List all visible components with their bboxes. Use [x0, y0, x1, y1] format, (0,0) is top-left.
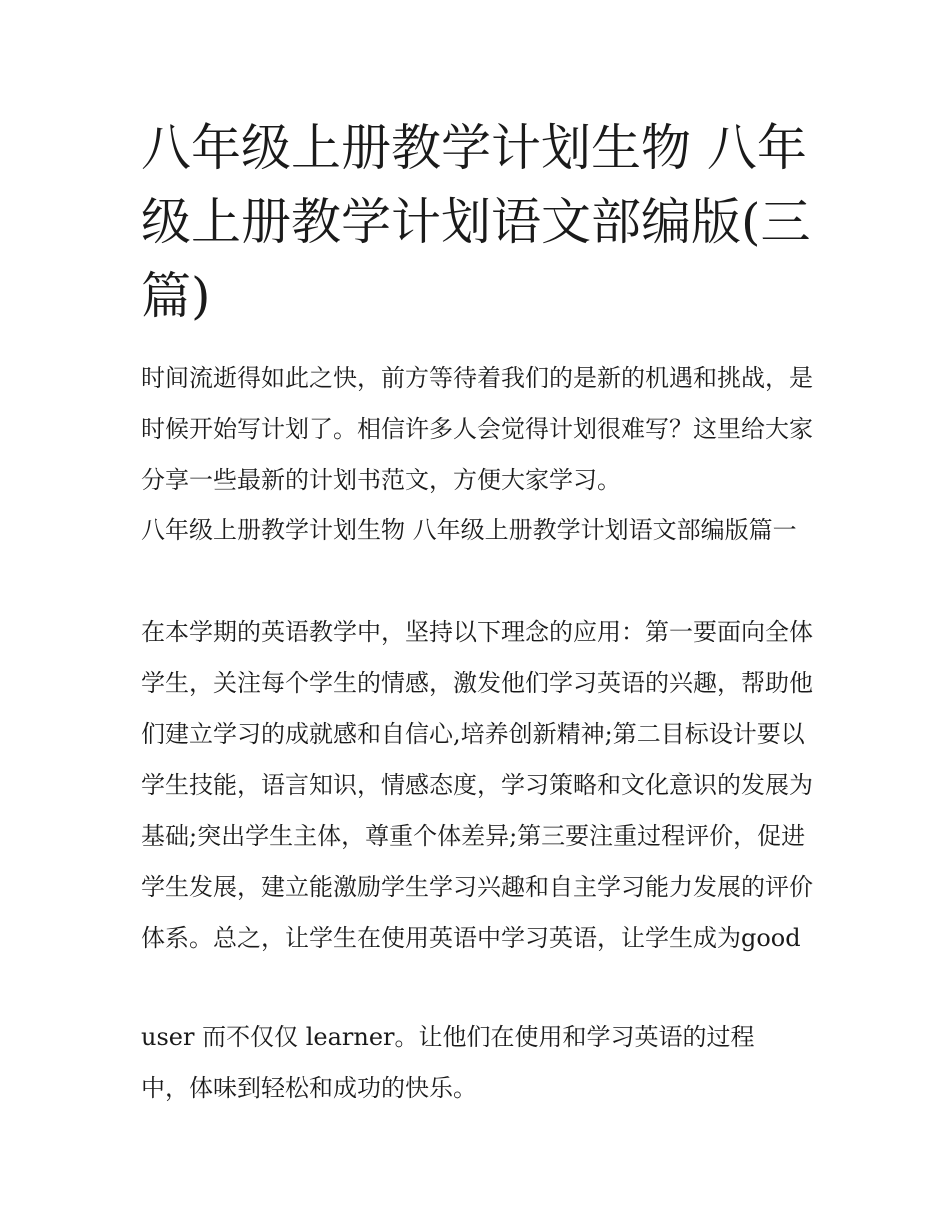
- body-paragraph-1: 在本学期的英语教学中，坚持以下理念的应用：第一要面向全体学生，关注每个学生的情感，激发他们学习英语的兴趣，帮助他们建立学习的成就感和自信心,培养创新精神;第二目标设计要以学生技能，语言知识，情感态度，学习策略和文化意识的发展为基础;突出学生主体，尊重个体差异;第三要注重过程评价，促进学生发展，建立能激励学生学习兴趣和自主学习能力发展的评价体系。总之，让学生在使用英语中学习英语，让学生成为good: [141, 618, 813, 952]
- document-title: 八年级上册教学计划生物 八年级上册教学计划语文部编版(三篇): [141, 119, 811, 325]
- section-heading: 八年级上册教学计划生物 八年级上册教学计划语文部编版篇一: [141, 516, 797, 544]
- body-paragraph-2: user 而不仅仅 learner。让他们在使用和学习英语的过程中，体味到轻松和成功的快乐。: [141, 1023, 755, 1102]
- intro-paragraph: 时间流逝得如此之快，前方等待着我们的是新的机遇和挑战，是时候开始写计划了。相信许多人会觉得计划很难写？这里给大家分享一些最新的计划书范文，方便大家学习。: [141, 364, 813, 494]
